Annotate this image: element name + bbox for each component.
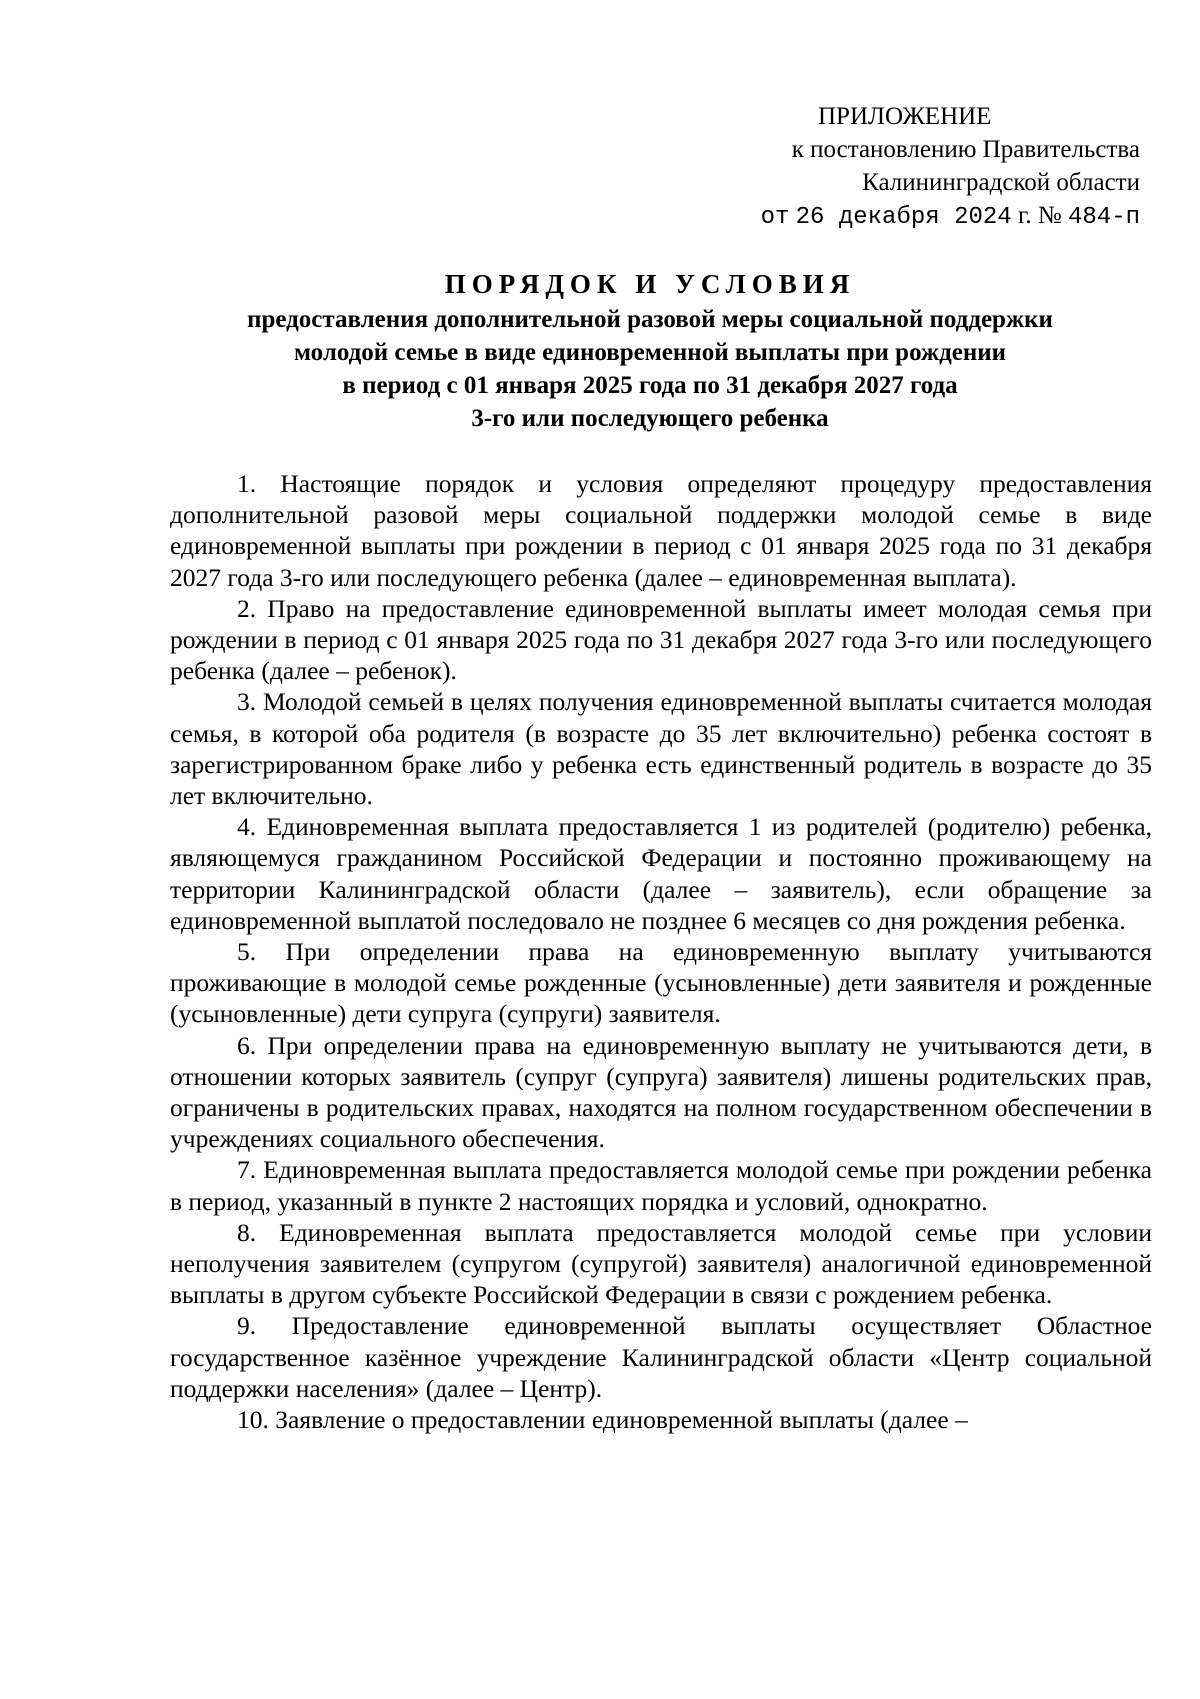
heading-main: ПОРЯДОК И УСЛОВИЯ [444, 269, 856, 299]
paragraph-9: 9. Предоставление единовременной выплаты осуществляет Областное государственное казённое учреждение Калининградской области «Центр социальной поддержки населения» (далее – Центр). [170, 1311, 1152, 1403]
appendix-date-line [680, 199, 1140, 234]
date-value: 26 декабря 2024 [795, 204, 1012, 231]
appendix-line-2: Калининградской области [862, 169, 1140, 196]
paragraph-4: 4. Единовременная выплата предоставляется 1 из родителей (родителю) ребенка, являющемуся гражданином Российской Федерации и постоянно проживающему на территории Калининградской области (далее – заявитель), если обращение за единовременной выплатой последовало не позднее 6 месяцев со дня рождения ребенка. [170, 812, 1152, 935]
document-heading [150, 268, 1150, 435]
paragraph-3: 3. Молодой семьей в целях получения единовременной выплаты считается молодая семья, в которой оба родителя (в возрасте до 35 лет включительно) ребенка состоят в зарегистрированном браке либо у ребенка есть единственный родитель в возрасте до 35 лет включительно. [170, 687, 1152, 811]
appendix-line-1: к постановлению Правительства [791, 136, 1140, 163]
heading-line: 3-го или последующего ребенка [471, 405, 829, 432]
appendix-title: ПРИЛОЖЕНИЕ [818, 103, 992, 130]
document-body [170, 468, 1152, 1435]
document-number: 484-п [1067, 204, 1140, 231]
paragraph-7: 7. Единовременная выплата предоставляется молодой семье при рождении ребенка в период, указанный в пункте 2 настоящих порядка и условий, однократно. [170, 1155, 1152, 1216]
heading-line: предоставления дополнительной разовой меры социальной поддержки [247, 306, 1053, 333]
date-prefix: от [760, 204, 790, 231]
heading-line: молодой семье в виде единовременной выплаты при рождении [293, 339, 1007, 366]
paragraph-5: 5. При определении права на единовременную выплату учитываются проживающие в молодой семье рожденные (усыновленные) дети заявителя и рожденные (усыновленные) дети супруга (супруги) заявителя. [170, 937, 1152, 1029]
appendix-block [680, 100, 1140, 234]
paragraph-1: 1. Настоящие порядок и условия определяют процедуру предоставления дополнительной разовой меры социальной поддержки молодой семье в виде единовременной выплаты при рождении в период с 01 января 2025 года по 31 декабря 2027 года 3-го или последующего ребенка (далее – единовременная выплата). [170, 469, 1152, 592]
paragraph-6: 6. При определении права на единовременную выплату не учитываются дети, в отношении которых заявитель (супруг (супруга) заявителя) лишены родительских прав, ограничены в родительских правах, находятся на полном государственном обеспечении в учреждениях социального обеспечения. [170, 1030, 1152, 1154]
paragraph-8: 8. Единовременная выплата предоставляется молодой семье при условии неполучения заявителем (супругом (супругой) заявителя) аналогичной единовременной выплаты в другом субъекте Российской Федерации в связи с рождением ребенка. [170, 1217, 1152, 1310]
paragraph-2: 2. Право на предоставление единовременной выплаты имеет молодая семья при рождении в период с 01 января 2025 года по 31 декабря 2027 года 3-го или последующего ребенка (далее – ребенок). [170, 593, 1152, 686]
date-year-suffix: г. № [1017, 202, 1062, 229]
heading-line: в период с 01 января 2025 года по 31 декабря 2027 года [342, 372, 958, 399]
paragraph-10: 10. Заявление о предоставлении единовременной выплаты (далее – [237, 1405, 968, 1435]
